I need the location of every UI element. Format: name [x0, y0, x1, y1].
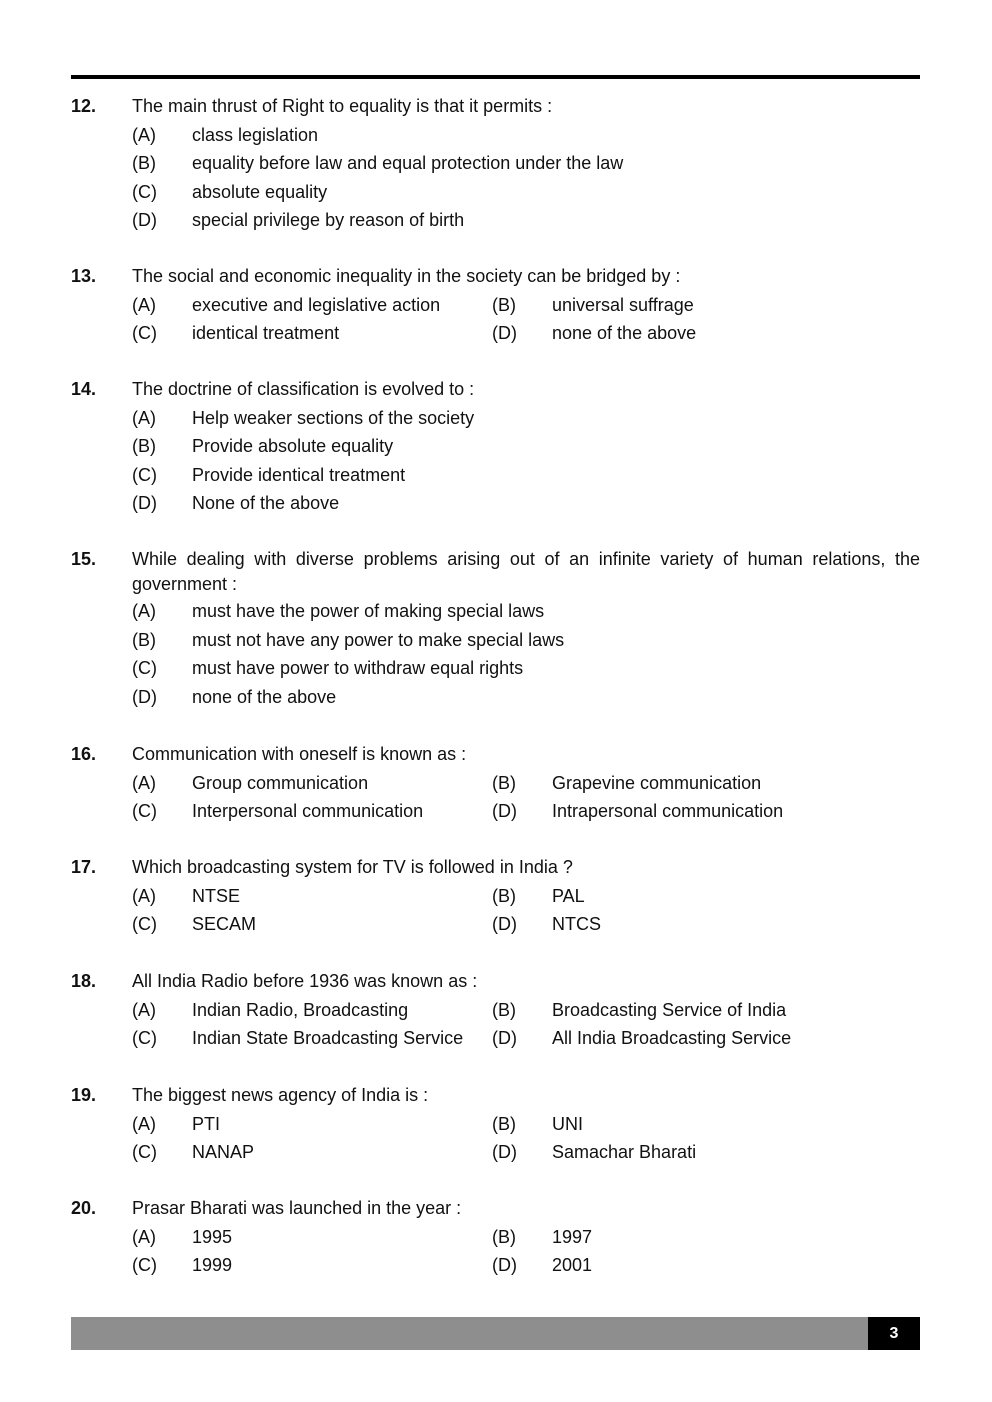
question-number: 13.: [71, 266, 97, 286]
option-c: (C) Provide identical treatment: [132, 464, 406, 485]
option-b: (B) must not have any power to make special laws: [132, 629, 565, 650]
option-c: (C) NANAP: [132, 1142, 255, 1162]
option-d: (D) Intrapersonal communication: [492, 801, 784, 821]
option-c: (C) must have power to withdraw equal rights: [132, 658, 524, 678]
question-17: [71, 853, 920, 939]
question-number: 12.: [71, 96, 97, 116]
option-b: (B) UNI: [492, 1113, 583, 1134]
question-13: [71, 262, 920, 348]
question-text: Which broadcasting system for TV is followed in India ?: [132, 857, 573, 877]
option-c: (C) Interpersonal communication: [132, 801, 424, 821]
question-text: Prasar Bharati was launched in the year :: [132, 1198, 462, 1218]
question-number: 16.: [71, 744, 97, 764]
option-c: (C) absolute equality: [132, 181, 328, 202]
option-a: (A) NTSE: [132, 885, 241, 906]
question-14: [71, 375, 920, 518]
option-a: (A) must have the power of making special laws: [132, 601, 545, 621]
question-number: 18.: [71, 971, 97, 991]
option-d: (D) none of the above: [492, 323, 697, 343]
question-text: Communication with oneself is known as :: [132, 744, 467, 764]
option-c: (C) Indian State Broadcasting Service: [132, 1028, 464, 1048]
option-b: (B) 1997: [492, 1226, 593, 1247]
question-20: [71, 1194, 920, 1280]
option-d: (D) 2001: [492, 1255, 593, 1275]
question-19: [71, 1081, 920, 1167]
question-text: All India Radio before 1936 was known as :: [132, 971, 478, 991]
question-number: 20.: [71, 1198, 97, 1218]
page-number: 3: [868, 1317, 920, 1350]
option-a: (A) Indian Radio, Broadcasting: [132, 999, 409, 1020]
question-text: The doctrine of classification is evolved to :: [132, 379, 475, 399]
footer-bar: [71, 1317, 868, 1350]
option-d: (D) none of the above: [132, 686, 337, 707]
option-b: (B) Provide absolute equality: [132, 436, 394, 456]
question-16: [71, 740, 920, 826]
question-text: The social and economic inequality in the society can be bridged by :: [132, 266, 681, 286]
option-a: (A) executive and legislative action: [132, 294, 441, 315]
option-b: (B) universal suffrage: [492, 294, 694, 315]
option-d: (D) NTCS: [492, 914, 601, 934]
option-d: (D) All India Broadcasting Service: [492, 1028, 792, 1048]
question-text: While dealing with diverse problems arising out of an infinite variety of human relations, the government :: [132, 549, 920, 594]
header-rule: [71, 75, 920, 79]
question-15: [71, 545, 920, 711]
option-a: (A) class legislation: [132, 124, 319, 145]
option-d: (D) special privilege by reason of birth: [132, 210, 465, 230]
option-c: (C) 1999: [132, 1255, 233, 1275]
option-d: (D) Samachar Bharati: [492, 1142, 697, 1162]
question-text: The main thrust of Right to equality is that it permits :: [132, 96, 553, 116]
question-12: [71, 92, 920, 235]
option-b: (B) PAL: [492, 885, 585, 906]
question-number: 17.: [71, 857, 97, 877]
question-18: [71, 967, 920, 1053]
question-number: 14.: [71, 379, 97, 399]
option-a: (A) 1995: [132, 1226, 233, 1247]
option-b: (B) equality before law and equal protection under the law: [132, 153, 624, 173]
option-b: (B) Broadcasting Service of India: [492, 999, 787, 1020]
option-d: (D) None of the above: [132, 493, 340, 513]
option-c: (C) identical treatment: [132, 323, 340, 343]
option-c: (C) SECAM: [132, 914, 257, 934]
option-b: (B) Grapevine communication: [492, 772, 762, 793]
option-a: (A) PTI: [132, 1113, 221, 1134]
question-text: The biggest news agency of India is :: [132, 1085, 429, 1105]
question-number: 15.: [71, 549, 97, 569]
question-number: 19.: [71, 1085, 97, 1105]
option-a: (A) Group communication: [132, 772, 369, 793]
option-a: (A) Help weaker sections of the society: [132, 407, 475, 428]
